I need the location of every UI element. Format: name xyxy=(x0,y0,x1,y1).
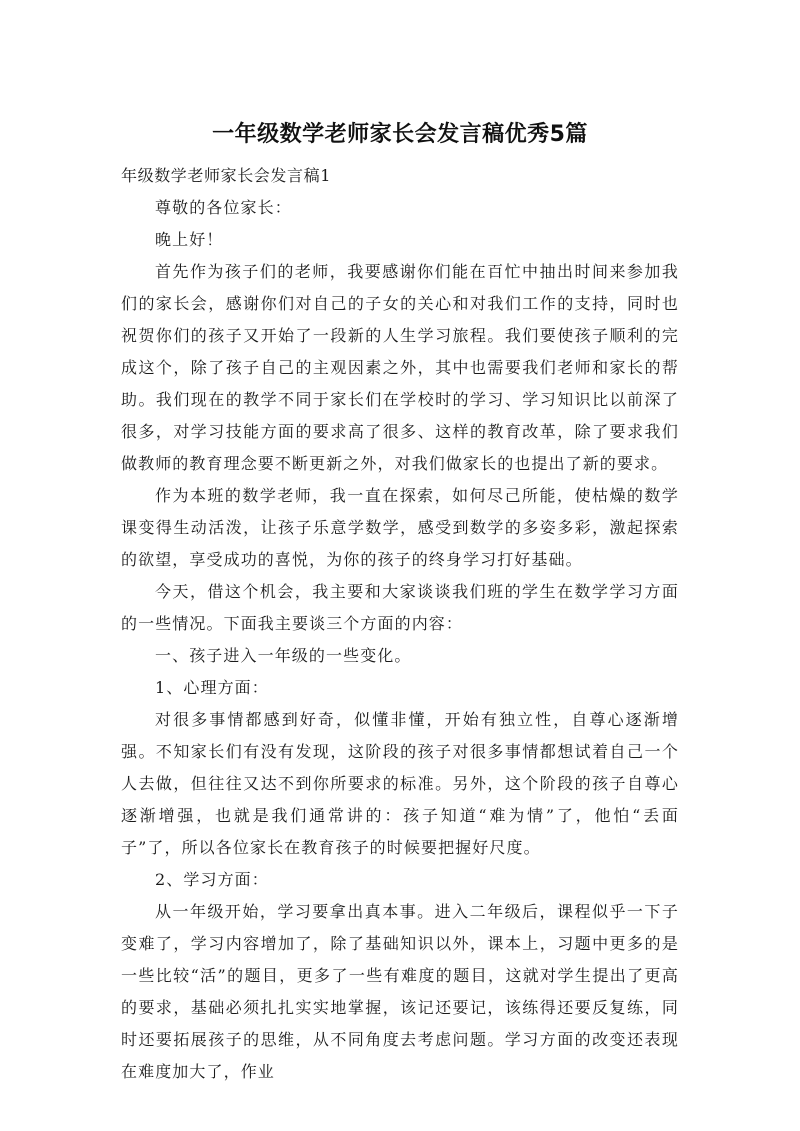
section-heading: 年级数学老师家长会发言稿1 xyxy=(121,166,331,185)
body-paragraph: 首先作为孩子们的老师，我要感谢你们能在百忙中抽出时间来参加我们的家长会，感谢你们对自己的子女的关心和对我们工作的支持，同时也祝贺你们的孩子又开始了一段新的人生学习旅程。我们要使孩子顺利的完成这个，除了孩子自己的主观因素之外，其中也需要我们老师和家长的帮助。我们现在的教学不同于家长们在学校时的学习、学习知识比以前深了很多，对学习技能方面的要求高了很多、这样的教育改革，除了要求我们做教师的教育理念要不断更新之外，对我们做家长的也提出了新的要求。 xyxy=(121,262,679,473)
list-heading: 一、孩子进入一年级的一些变化。 xyxy=(155,646,412,665)
body-paragraph: 作为本班的数学老师，我一直在探索，如何尽己所能，使枯燥的数学课变得生动活泼，让孩子乐意学数学，感受到数学的多姿多彩，激起探索的欲望，享受成功的喜悦，为你的孩子的终身学习打好基础。 xyxy=(121,486,679,569)
body-paragraph: 从一年级开始，学习要拿出真本事。进入二年级后，课程似乎一下子变难了，学习内容增加了，除了基础知识以外，课本上，习题中更多的是一些比较“活”的题目，更多了一些有难度的题目，这就对学生提出了更高的要求，基础必须扎扎实实地掌握，该记还要记，该练得还要反复练，同时还要拓展孩子的思维，从不同角度去考虑问题。学习方面的改变还表现在难度加大了，作业 xyxy=(121,902,679,1081)
salutation: 尊敬的各位家长： xyxy=(155,198,292,217)
list-subheading: 2、学习方面： xyxy=(155,870,269,889)
greeting: 晚上好！ xyxy=(155,230,224,249)
body-paragraph: 对很多事情都感到好奇，似懂非懂，开始有独立性，自尊心逐渐增强。不知家长们有没有发现，这阶段的孩子对很多事情都想试着自己一个人去做，但往往又达不到你所要求的标准。另外，这个阶段的孩子自尊心逐渐增强，也就是我们通常讲的：孩子知道“难为情”了，他怕“丢面子”了，所以各位家长在教育孩子的时候要把握好尺度。 xyxy=(121,710,679,857)
body-paragraph: 今天，借这个机会，我主要和大家谈谈我们班的学生在数学学习方面的一些情况。下面我主要谈三个方面的内容： xyxy=(121,582,679,633)
document-title: 一年级数学老师家长会发言稿优秀5篇 xyxy=(212,122,588,147)
list-subheading: 1、心理方面： xyxy=(155,678,269,697)
document-body xyxy=(121,160,679,1088)
